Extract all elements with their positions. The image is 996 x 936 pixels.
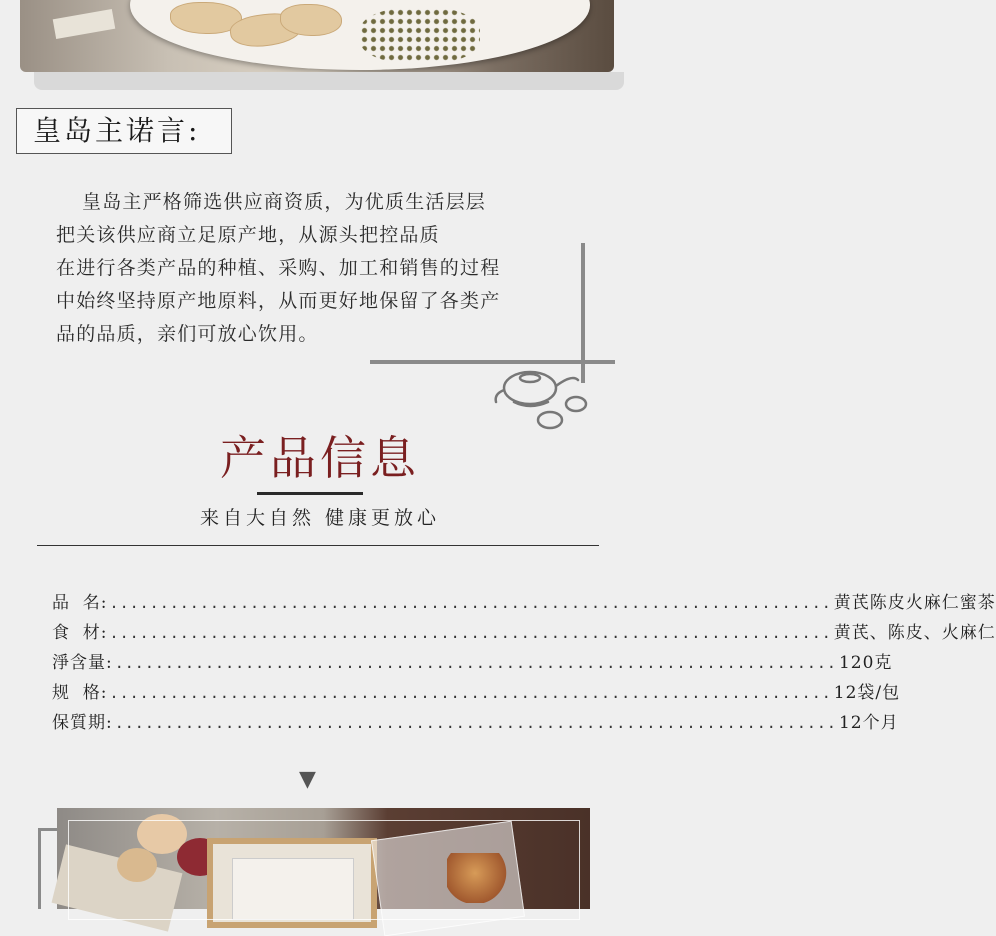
info-value: 黄芪、陈皮、火麻仁 bbox=[833, 623, 996, 643]
promise-line: 中始终坚持原产地原料，从而更好地保留了各类产 bbox=[56, 290, 501, 312]
info-row-shelf-life bbox=[52, 708, 899, 738]
promise-line: 皇岛主严格筛选供应商资质，为优质生活层层 bbox=[82, 191, 487, 213]
section-divider bbox=[37, 545, 599, 546]
info-value: 黄芪陈皮火麻仁蜜茶 bbox=[833, 593, 996, 613]
leader-dots: ........................................................................ bbox=[114, 714, 837, 732]
leader-dots: ........................................................................ bbox=[109, 684, 832, 702]
leader-dots: ........................................................................ bbox=[109, 594, 832, 612]
info-value: 120克 bbox=[838, 653, 893, 673]
product-info-title: 产品信息 bbox=[220, 431, 420, 485]
info-value: 12个月 bbox=[838, 713, 899, 733]
product-info-subtitle: 来自大自然 健康更放心 bbox=[199, 507, 441, 529]
info-label: 淨含量: bbox=[52, 653, 113, 673]
down-arrow-icon: ▼ bbox=[299, 767, 316, 792]
title-underline bbox=[257, 492, 363, 495]
info-row-spec bbox=[52, 678, 901, 708]
product-info-list bbox=[52, 588, 996, 738]
promise-line: 品的品质，亲们可放心饮用。 bbox=[56, 323, 319, 345]
info-row-ingredients bbox=[52, 618, 996, 648]
info-label: 保質期: bbox=[52, 713, 113, 733]
info-row-net-weight bbox=[52, 648, 893, 678]
info-label: 食 材: bbox=[52, 623, 108, 643]
promise-line: 在进行各类产品的种植、采购、加工和销售的过程 bbox=[56, 257, 501, 279]
photo-inner-frame bbox=[68, 820, 580, 920]
herbal-ingredients-photo bbox=[20, 0, 614, 72]
info-row-name bbox=[52, 588, 996, 618]
leader-dots: ........................................................................ bbox=[114, 654, 837, 672]
info-value: 12袋/包 bbox=[833, 683, 901, 703]
photo-shadow bbox=[34, 72, 624, 90]
promise-text bbox=[56, 186, 566, 351]
info-label: 品 名: bbox=[52, 593, 108, 613]
promise-title: 皇岛主诺言: bbox=[16, 108, 232, 154]
leader-dots: ........................................................................ bbox=[109, 624, 832, 642]
frame-corner-line bbox=[38, 828, 41, 909]
promise-line: 把关该供应商立足原产地，从源头把控品质 bbox=[56, 224, 440, 246]
info-label: 规 格: bbox=[52, 683, 108, 703]
